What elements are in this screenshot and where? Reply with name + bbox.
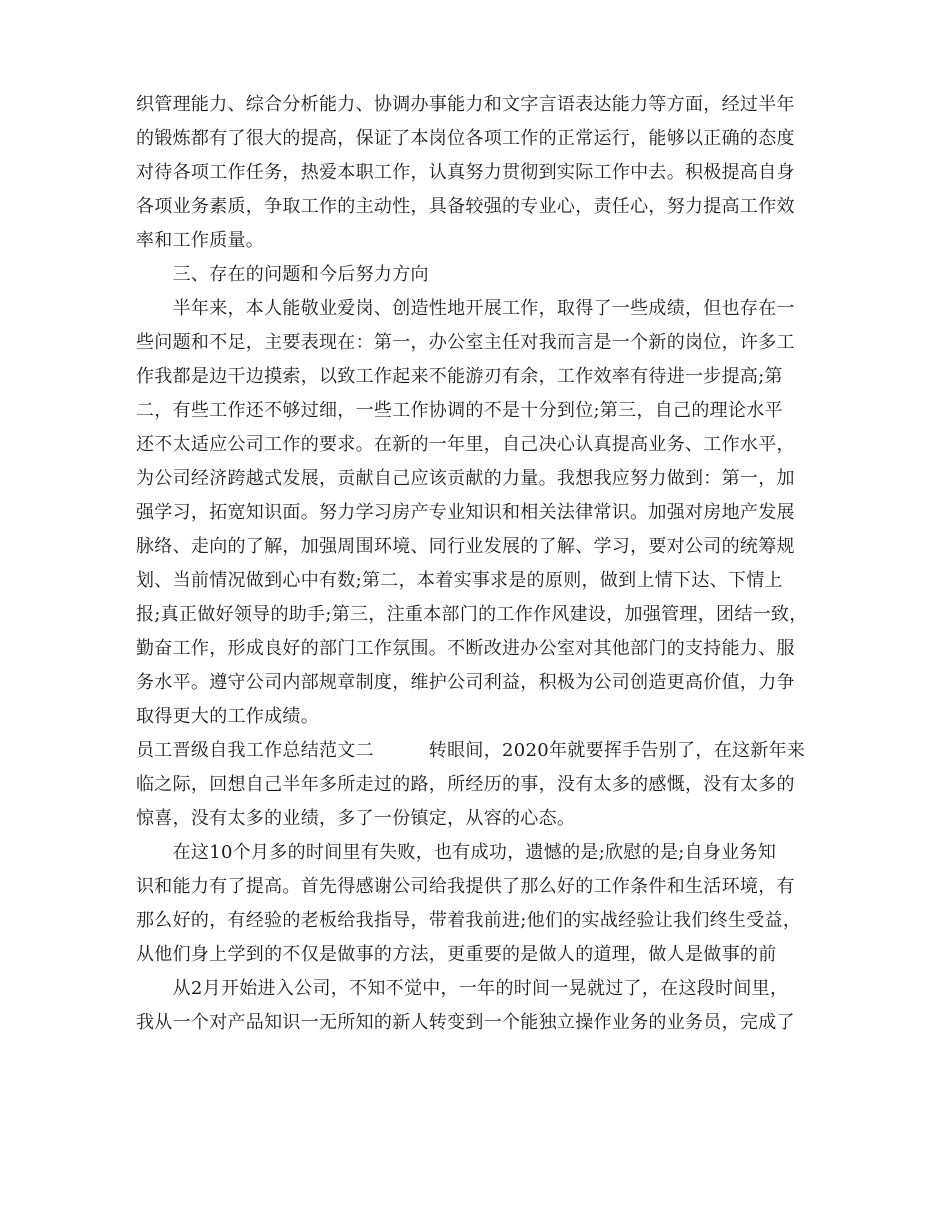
text-line: 勤奋工作，形成良好的部门工作氛围。不断改进办公室对其他部门的支持能力、服 — [136, 638, 795, 659]
text-line: 识和能力有了提高。首先得感谢公司给我提供了那么好的工作条件和生活环境，有 — [136, 876, 795, 897]
text-line: 报;真正做好领导的助手;第三，注重本部门的工作作风建设，加强管理，团结一致， — [136, 604, 808, 625]
text-line: 务水平。遵守公司内部规章制度，维护公司利益，积极为公司创造更高价值，力争 — [136, 672, 795, 693]
text-line: 从2月开始进入公司，不知不觉中，一年的时间一晃就过了，在这段时间里， — [136, 978, 789, 999]
text-line: 临之际，回想自己半年多所走过的路，所经历的事，没有太多的感慨，没有太多的 — [136, 774, 795, 795]
text-line: 为公司经济跨越式发展，贡献自己应该贡献的力量。我想我应努力做到：第一，加 — [136, 468, 795, 489]
text-line: 强学习，拓宽知识面。努力学习房产专业知识和相关法律常识。加强对房地产发展 — [136, 502, 795, 523]
article-title-line: 员工晋级自我工作总结范文二 转眼间，2020年就要挥手告别了，在这新年来 — [136, 740, 806, 761]
text-line: 的锻炼都有了很大的提高，保证了本岗位各项工作的正常运行，能够以正确的态度 — [136, 128, 795, 149]
text-line: 些问题和不足，主要表现在：第一，办公室主任对我而言是一个新的岗位，许多工 — [136, 332, 795, 353]
section-heading: 三、存在的问题和今后努力方向 — [136, 264, 429, 285]
text-line: 率和工作质量。 — [136, 230, 265, 251]
text-line: 取得更大的工作成绩。 — [136, 706, 319, 727]
text-line: 织管理能力、综合分析能力、协调办事能力和文字言语表达能力等方面，经过半年 — [136, 94, 795, 115]
text-line: 还不太适应公司工作的要求。在新的一年里，自己决心认真提高业务、工作水平， — [136, 434, 795, 455]
text-line: 作我都是边干边摸索，以致工作起来不能游刃有余，工作效率有待进一步提高;第 — [136, 366, 783, 387]
text-line: 那么好的，有经验的老板给我指导，带着我前进;他们的实战经验让我们终生受益， — [136, 910, 802, 931]
text-line: 对待各项工作任务，热爱本职工作，认真努力贯彻到实际工作中去。积极提高自身 — [136, 162, 795, 183]
text-line: 各项业务素质，争取工作的主动性，具备较强的专业心，责任心，努力提高工作效 — [136, 196, 795, 217]
text-line: 二，有些工作还不够过细，一些工作协调的不是十分到位;第三，自己的理论水平 — [136, 400, 783, 421]
text-line: 从他们身上学到的不仅是做事的方法，更重要的是做人的道理，做人是做事的前 — [136, 944, 777, 965]
text-line: 在这10个月多的时间里有失败，也有成功，遗憾的是;欣慰的是;自身业务知 — [136, 842, 777, 863]
text-line: 划、当前情况做到心中有数;第二，本着实事求是的原则，做到上情下达、下情上 — [136, 570, 783, 591]
text-line: 惊喜，没有太多的业绩，多了一份镇定，从容的心态。 — [136, 808, 576, 829]
text-line: 脉络、走向的了解，加强周围环境、同行业发展的了解、学习，要对公司的统筹规 — [136, 536, 795, 557]
text-line: 半年来，本人能敬业爱岗、创造性地开展工作，取得了一些成绩，但也存在一 — [136, 298, 795, 319]
text-line: 我从一个对产品知识一无所知的新人转变到一个能独立操作业务的业务员，完成了 — [136, 1012, 795, 1033]
document-body — [136, 88, 826, 1040]
